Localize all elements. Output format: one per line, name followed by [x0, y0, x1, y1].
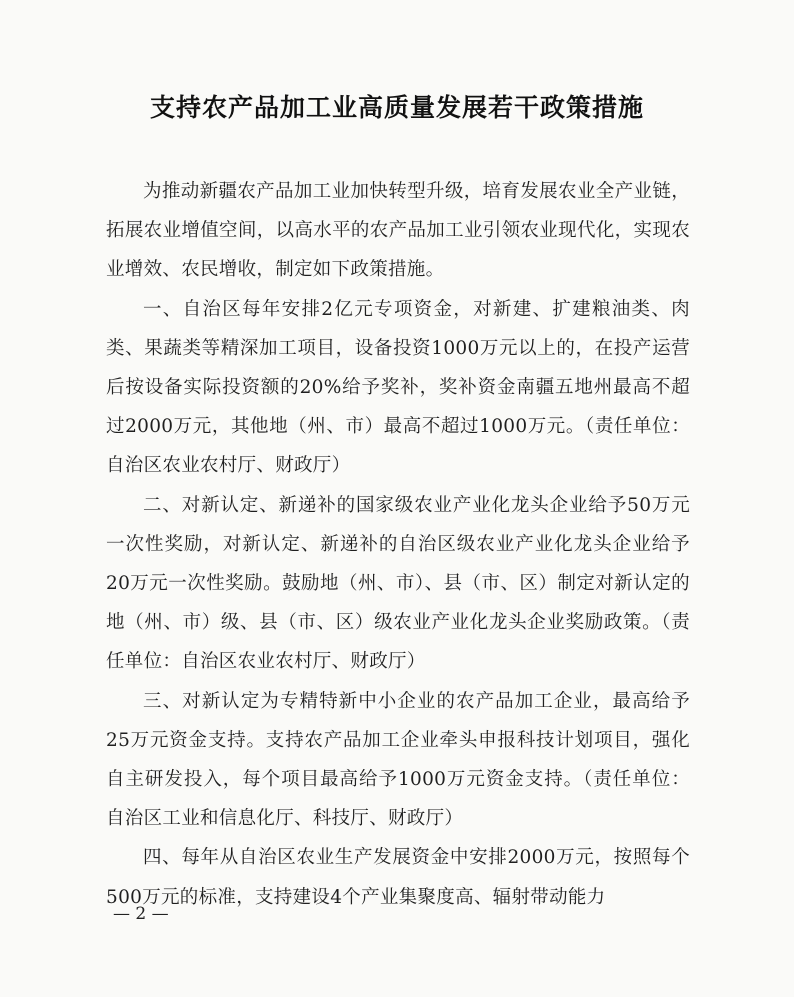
policy-paragraph-3: 三、对新认定为专精特新中小企业的农产品加工企业，最高给予25万元资金支持。支持农产品加工企业牵头申报科技计划项目，强化自主研发投入，每个项目最高给予1000万元资金支持。（责任单位：自治区工业和信息化厅、科技厅、财政厅） [106, 690, 690, 830]
intro-paragraph: 为推动新疆农产品加工业加快转型升级，培育发展农业全产业链，拓展农业增值空间，以高水平的农产品加工业引领农业现代化，实现农业增效、农民增收，制定如下政策措施。 [106, 181, 690, 281]
policy-paragraph-4: 四、每年从自治区农业生产发展资金中安排2000万元，按照每个500万元的标准，支持建设4个产业集聚度高、辐射带动能力 [106, 847, 690, 908]
page-number: — 2 — [113, 904, 169, 924]
document-title: 支持农产品加工业高质量发展若干政策措施 [149, 93, 644, 122]
document-body [106, 172, 690, 917]
policy-paragraph-2: 二、对新认定、新递补的国家级农业产业化龙头企业给予50万元一次性奖励，对新认定、新递补的自治区级农业产业化龙头企业给予20万元一次性奖励。鼓励地（州、市）、县（市、区）制定对新认定的地（州、市）级、县（市、区）级农业产业化龙头企业奖励政策。（责任单位：自治区农业农村厅、财政厅） [106, 494, 690, 673]
policy-paragraph-1: 一、自治区每年安排2亿元专项资金，对新建、扩建粮油类、肉类、果蔬类等精深加工项目，设备投资1000万元以上的，在投产运营后按设备实际投资额的20%给予奖补，奖补资金南疆五地州最高不超过2000万元，其他地（州、市）最高不超过1000万元。（责任单位：自治区农业农村厅、财政厅） [106, 298, 690, 477]
